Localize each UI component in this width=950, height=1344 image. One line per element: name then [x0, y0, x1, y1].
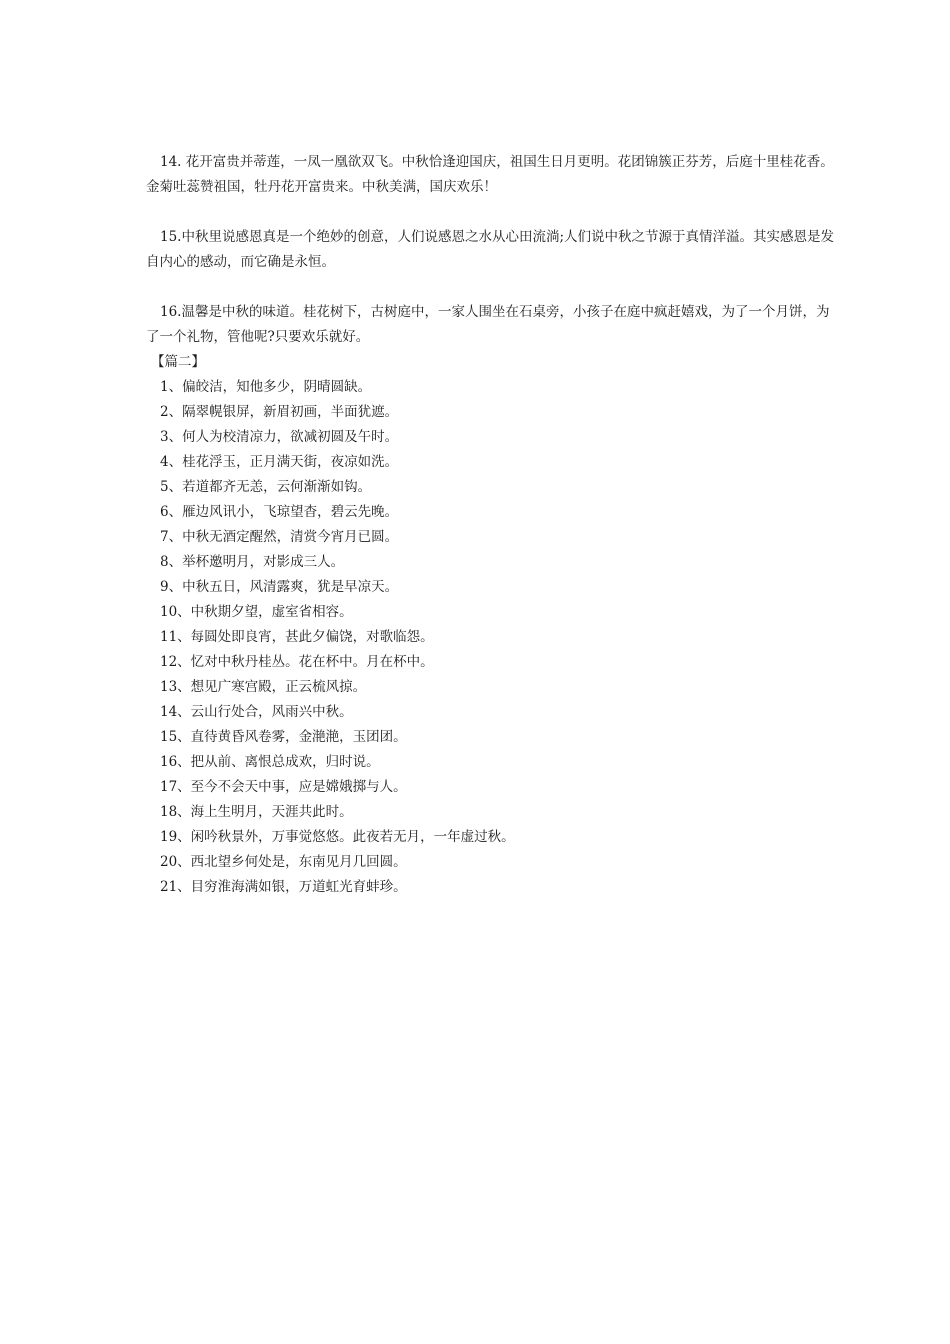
- list-item: 11、每圆处即良宵，甚此夕偏饶，对歌临怨。: [160, 629, 434, 645]
- list-item: 5、若道都齐无恙，云何渐渐如钩。: [160, 479, 372, 495]
- list-item: 20、西北望乡何处是，东南见月几回圆。: [160, 854, 407, 870]
- paragraph-16: 16.温馨是中秋的味道。桂花树下，古树庭中，一家人围坐在石桌旁，小孩子在庭中疯赶嬉戏，为了一个月饼，为了一个礼物，管他呢?只要欢乐就好。: [146, 304, 830, 345]
- paragraph-15: 15.中秋里说感恩真是一个绝妙的创意，人们说感恩之水从心田流淌;人们说中秋之节源于真情洋溢。其实感恩是发自内心的感动，而它确是永恒。: [146, 229, 835, 270]
- list-item: 17、至今不会天中事，应是嫦娥掷与人。: [160, 779, 407, 795]
- list-item: 10、中秋期夕望，虚室省相容。: [160, 604, 353, 620]
- list-item: 1、偏皎洁，知他多少，阴晴圆缺。: [160, 379, 372, 395]
- paragraph-14: 14. 花开富贵并蒂莲，一凤一凰欲双飞。中秋恰逢迎国庆，祖国生日月更明。花团锦簇正芬芳，后庭十里桂花香。金菊吐蕊赞祖国，牡丹花开富贵来。中秋美满，国庆欢乐！: [146, 154, 834, 195]
- list-item: 9、中秋五日，风清露爽，犹是早凉天。: [160, 579, 399, 595]
- list-item: 16、把从前、离恨总成欢，归时说。: [160, 754, 380, 770]
- list-item: 4、桂花浮玉，正月满天街，夜凉如洗。: [160, 454, 399, 470]
- list-item: 15、直待黄昏风卷雾，金滟滟，玉团团。: [160, 729, 407, 745]
- list-item: 8、举杯邀明月，对影成三人。: [160, 554, 345, 570]
- section-heading: 【篇二】: [151, 354, 205, 370]
- list-item: 3、何人为校清凉力，欲减初圆及午时。: [160, 429, 399, 445]
- verse-list: [160, 375, 515, 900]
- list-item: 19、闲吟秋景外，万事觉悠悠。此夜若无月，一年虚过秋。: [160, 829, 515, 845]
- list-item: 21、目穷淮海满如银，万道虹光育蚌珍。: [160, 879, 407, 895]
- list-item: 7、中秋无酒定醒然，清赏今宵月已圆。: [160, 529, 399, 545]
- list-item: 6、雁边风讯小，飞琼望杳，碧云先晚。: [160, 504, 399, 520]
- list-item: 13、想见广寒宫殿，正云梳风掠。: [160, 679, 367, 695]
- list-item: 2、隔翠幌银屏，新眉初画，半面犹遮。: [160, 404, 399, 420]
- list-item: 18、海上生明月，天涯共此时。: [160, 804, 353, 820]
- list-item: 14、云山行处合，风雨兴中秋。: [160, 704, 353, 720]
- list-item: 12、忆对中秋丹桂丛。花在杯中。月在杯中。: [160, 654, 434, 670]
